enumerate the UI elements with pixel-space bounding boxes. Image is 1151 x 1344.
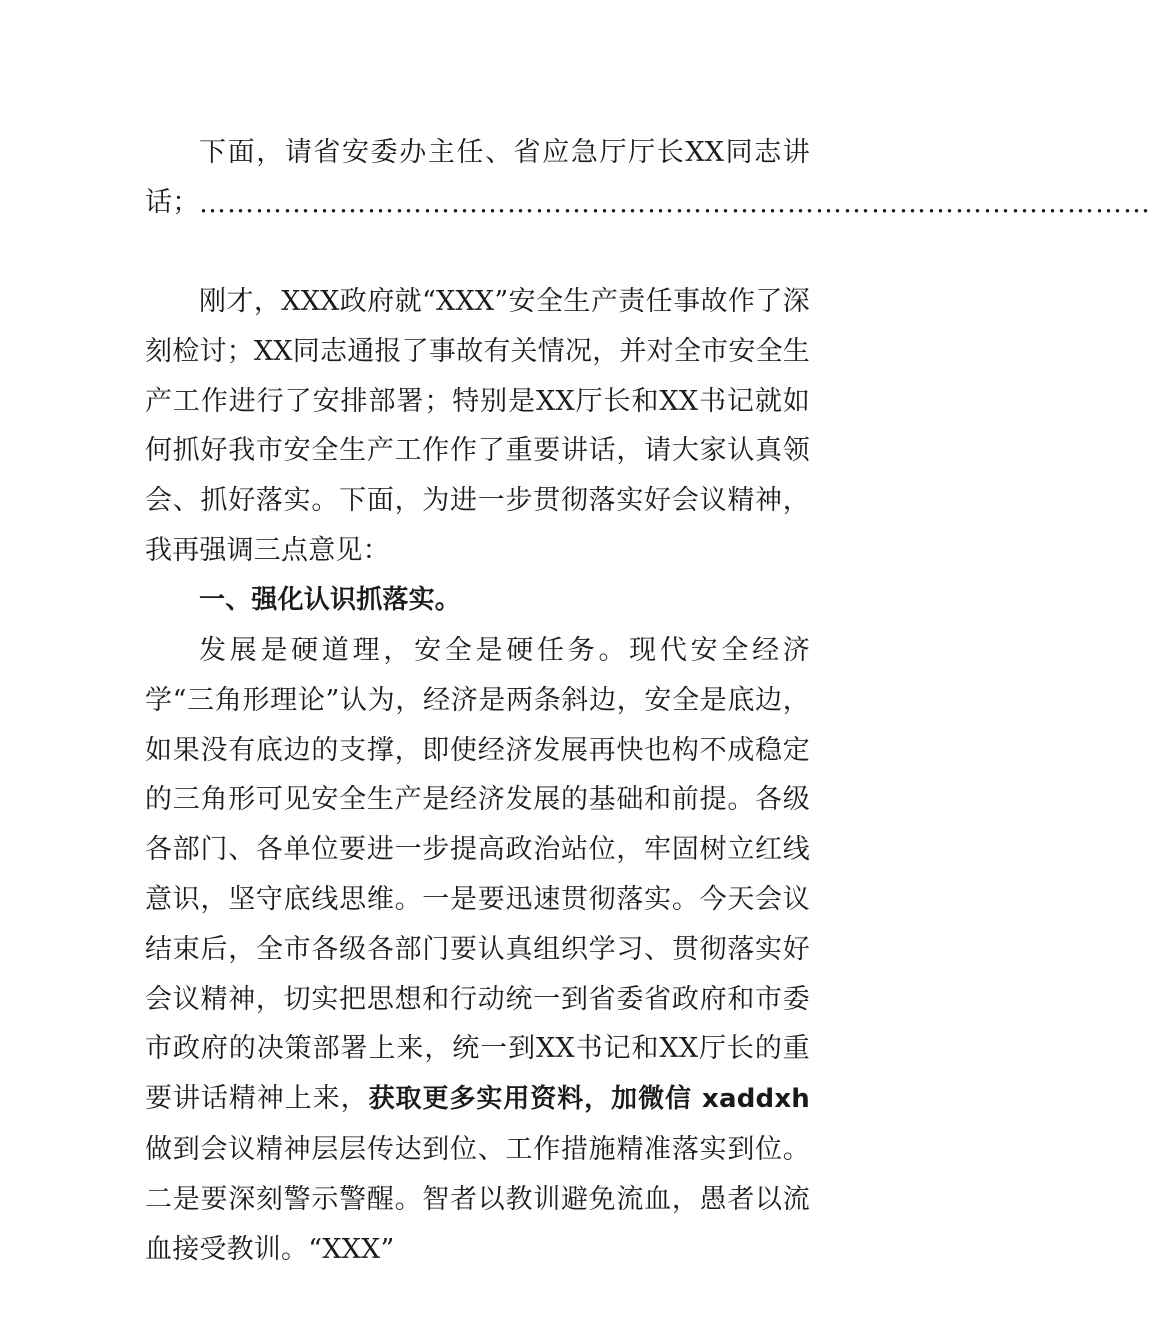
body-text-part-1: 发展是硬道理，安全是硬任务。现代安全经济学“三角形理论”认为，经济是两条斜边，安全是底边，如果没有底边的支撑，即使经济发展再快也构不成稳定的三角形可见安全生产是经济发展的基础和前提。各级各部门、各单位要进一步提高政治站位，牢固树立红线意识，坚守底线思维。一是要迅速贯彻落实。今天会议结束后，全市各级各部门要认真组织学习、贯彻落实好会议精神，切实把思想和行动统一到省委省政府和市委市政府的决策部署上来，统一到XX书记和XX厅长的重要讲话精神上来， [145,635,810,1115]
ellipsis-separator: ………………………………………………………………………………………… [199,188,1151,219]
section-heading-1: 一、强化认识抓落实。 [199,585,462,615]
paragraph-section-1-body [145,626,810,1274]
body-text-part-2: 做到会议精神层层传达到位、工作措施精准落实到位。二是要深刻警示警醒。智者以教训避免流血，愚者以流血接受教训。“XXX” [145,1133,810,1265]
paragraph-summary: 刚才，XXX政府就“XXX”安全生产责任事故作了深刻检讨；XX同志通报了事故有关情况，并对全市安全生产工作进行了安排部署；特别是XX厅长和XX书记就如何抓好我市安全生产工作作了重要讲话，请大家认真领会、抓好落实。下面，为进一步贯彻落实好会议精神，我再强调三点意见： [145,286,810,566]
promo-text-highlight: 获取更多实用资料，加微信 xaddxh [368,1084,810,1115]
paragraph-intro-speaker: 下面，请省安委办主任、省应急厅厅长XX同志讲话； [145,137,810,218]
